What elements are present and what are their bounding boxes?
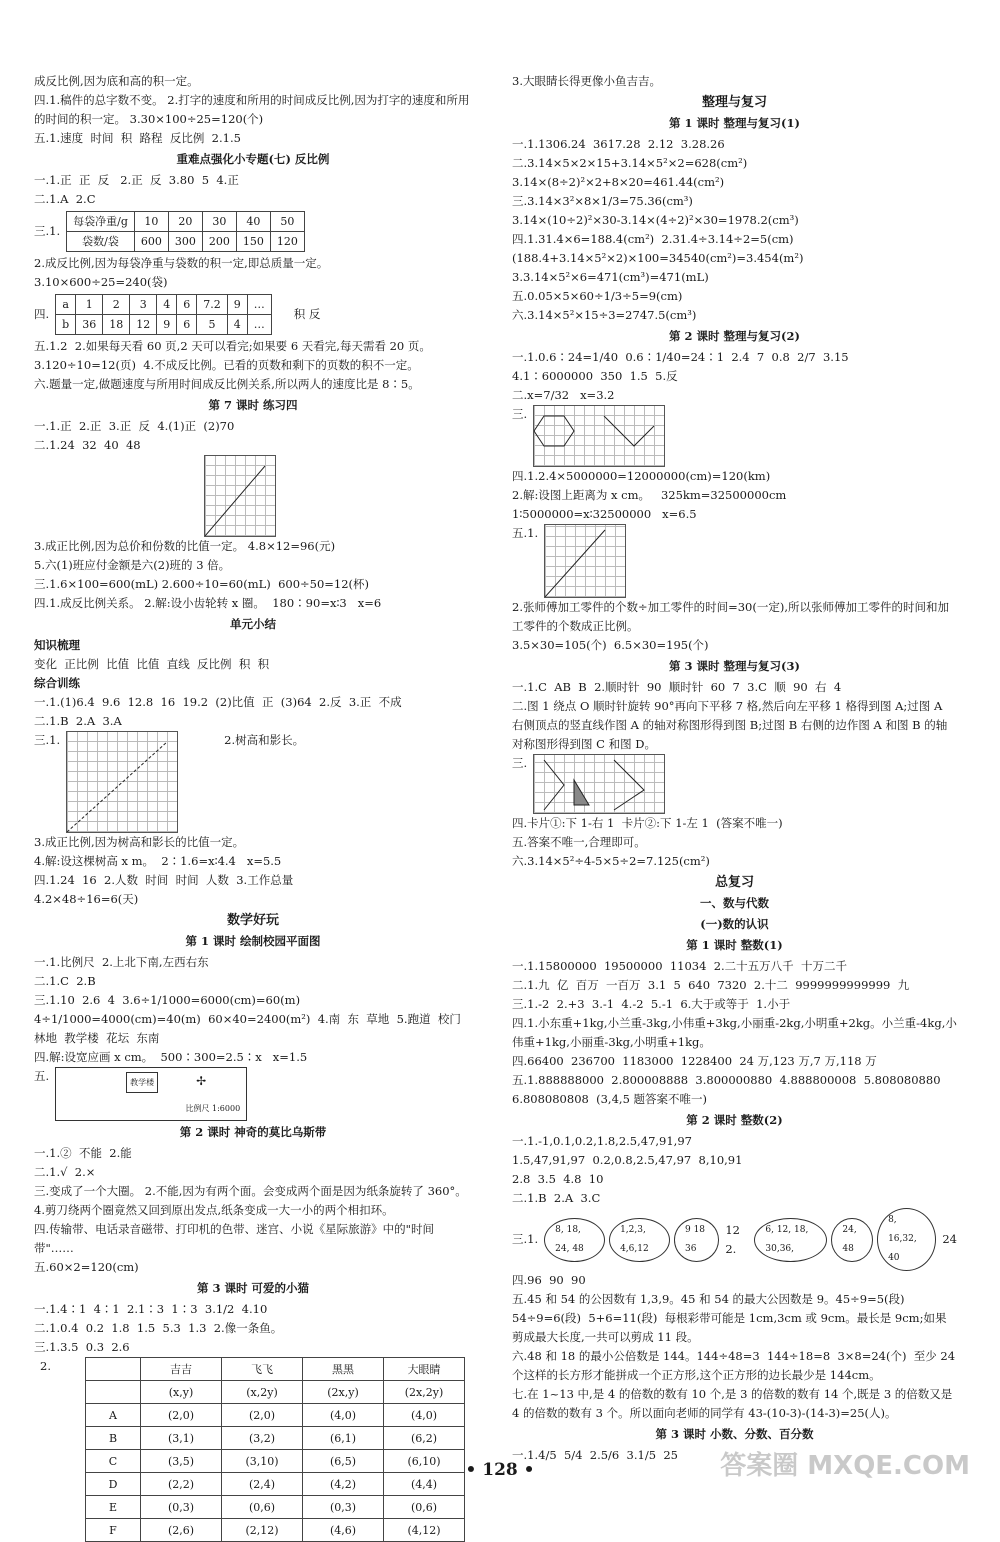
text-line: 四.1.24 16 2.人数 时间 时间 人数 3.工作总量 — [34, 873, 294, 887]
table-cell: 每袋净重/g — [67, 212, 135, 232]
coord-cell: (2x,y) — [302, 1381, 383, 1404]
text-line: 变化 正比例 比值 比值 直线 反比例 积 积 — [34, 657, 270, 671]
table-cell: 7.2 — [197, 295, 228, 315]
text-line: 三.变成了一个大圈。 2.不能,因为有两个面。会变成两个面是因为纸条旋转了 360°。 4.剪刀绕两个圈竟然又回到原出发点,纸条变成一大一小的两个相扣环。 — [34, 1184, 471, 1217]
table-cell: 30 — [202, 212, 236, 232]
left-column — [34, 72, 472, 1542]
table2-row — [34, 292, 472, 337]
coord-cell: (2,0) — [221, 1404, 302, 1427]
table-cell: 50 — [270, 212, 304, 232]
graph-line — [67, 732, 177, 832]
tree-graph-row — [34, 731, 472, 833]
table-cell: 12 — [130, 315, 157, 335]
text-line: 一.1.② 不能 2.能 — [34, 1146, 132, 1160]
coord-cell: (2,6) — [140, 1519, 221, 1542]
table-cell: 袋数/袋 — [67, 232, 135, 252]
text-line: 四.卡片①:下 1-右 1 卡片②:下 1-左 1 (答案不唯一) — [512, 816, 783, 830]
table1-label: 三.1. — [34, 224, 61, 238]
venn-group-2 — [754, 1208, 936, 1271]
text-line: 3.14×(8÷2)²×2+8×20=461.44(cm²) — [512, 175, 725, 189]
chapter-subheading: (一)数的认识 — [700, 917, 769, 931]
text-line: 1.5,47,91,97 0.2,0.8,2.5,47,97 8,10,91 — [512, 1153, 743, 1167]
lesson-heading: 第 2 课时 神奇的莫比乌斯带 — [179, 1125, 327, 1139]
text-line: 二.1.B 2.A 3.A — [34, 714, 122, 728]
text-line: 三.3.14×3²×8×1/3=75.36(cm³) — [512, 194, 693, 208]
coord-cell: (x,y) — [140, 1381, 221, 1404]
text-line: 五.45 和 54 的公因数有 1,3,9。45 和 54 的最大公因数是 9。45÷9=5(段) 54÷9=6(段) 5+6=11(段) 每根彩带可能是 1cm,3cm 或 9cm。最长是 9cm;如果剪成最大长度,一共可以剪成 11 段。 — [512, 1292, 947, 1344]
lesson-heading: 第 1 课时 整理与复习(1) — [669, 116, 800, 130]
parts-graph-row — [512, 524, 957, 598]
text-line: 五.0.05×5×60÷1/3÷5=9(cm) — [512, 289, 683, 303]
text-line: 六.48 和 18 的最小公倍数是 144。144÷48=3 144÷18=8 3×8=24(个) 至少 24 个这样的长方形才能拼成一个正方形,这个正方形的边长最少是 144cm。 — [512, 1349, 959, 1382]
unit-heading: 数学好玩 — [226, 913, 279, 928]
text-line: 四.66400 236700 1183000 1228400 24 万,123 万,7 万,118 万 — [512, 1054, 877, 1068]
coord-cell: (0,3) — [140, 1496, 221, 1519]
table-cell: 36 — [76, 315, 103, 335]
map-row — [34, 1067, 472, 1121]
coord-cell: A — [85, 1404, 140, 1427]
text-line: 四.1.2.4×5000000=12000000(cm)=120(km) — [512, 469, 771, 483]
subsection-label: 知识梳理 — [34, 638, 80, 652]
text-line: 一.1.正 正 反 2.正 反 3.80 5 4.正 — [34, 173, 239, 187]
page-number: • 128 • — [465, 1460, 535, 1480]
text-line: 4.解:设这棵树高 x m。 2∶1.6=x∶4.4 x=5.5 — [34, 854, 282, 868]
compass-icon: ✢ — [196, 1074, 207, 1088]
text-line: 五. — [34, 1069, 50, 1083]
text-line: 五.1.888888000 2.800008888 3.800000880 4.888800008 5.808080880 6.808080808 (3,4,5 题答案不唯一) — [512, 1073, 948, 1106]
coord-cell: (6,5) — [302, 1450, 383, 1473]
text-line: 4.1∶6000000 350 1.5 5.反 — [512, 369, 678, 383]
coord-row — [85, 1496, 464, 1519]
table-cell: 4 — [157, 295, 177, 315]
coord-cell: 吉吉 — [140, 1358, 221, 1381]
coord-cell: (3,1) — [140, 1427, 221, 1450]
text-line: 12 2. — [725, 1222, 740, 1256]
coord-row — [85, 1427, 464, 1450]
text-line: 2.8 3.5 4.8 10 — [512, 1172, 604, 1186]
table1-row — [34, 209, 472, 254]
table-cell: 120 — [270, 232, 304, 252]
coord-cell: (2x,2y) — [383, 1381, 464, 1404]
map-label: 教学楼 — [126, 1072, 158, 1093]
text-line: 3.大眼睛长得更像小鱼吉吉。 — [512, 74, 661, 88]
table-cell: a — [56, 295, 76, 315]
text-line: 六.题量一定,做题速度与所用时间成反比例关系,所以两人的速度比是 8∶5。 — [34, 377, 420, 391]
shape-grid-row — [512, 405, 957, 467]
text-line: 一.1.正 2.正 3.正 反 4.(1)正 (2)70 — [34, 419, 235, 433]
coord-cell: 黑黑 — [302, 1358, 383, 1381]
coord-cell: (6,1) — [302, 1427, 383, 1450]
coord-cell: (3,10) — [221, 1450, 302, 1473]
venn-set: 9 18 36 — [674, 1218, 719, 1262]
lesson-heading: 第 3 课时 整理与复习(3) — [669, 659, 800, 673]
table-cell: 6 — [177, 295, 197, 315]
text-line: 2. — [40, 1359, 51, 1373]
venn-row — [512, 1208, 957, 1271]
right-column — [512, 72, 957, 1465]
text-line: 成反比例,因为底和高的积一定。 — [34, 74, 199, 88]
text-line: 1∶5000000=x∶32500000 x=6.5 — [512, 507, 697, 521]
table-cell: … — [247, 295, 271, 315]
table-cell: 2 — [103, 295, 130, 315]
text-line: 一.1.-1,0.1,0.2,1.8,2.5,47,91,97 — [512, 1134, 692, 1148]
text-line: 三.1.6×100=600(mL) 2.600÷10=60(mL) 600÷50=12(杯) — [34, 577, 370, 591]
text-line: 四.96 90 90 — [512, 1273, 586, 1287]
transform-grid-row — [512, 754, 957, 814]
lesson-heading: 第 3 课时 小数、分数、百分数 — [655, 1427, 814, 1441]
text-line: 4.2×48÷16=6(天) — [34, 892, 139, 906]
text-line: 三.1. — [34, 733, 61, 747]
venn-set: 8, 18, 24, 48 — [544, 1218, 605, 1262]
coord-cell — [85, 1358, 140, 1381]
text-line: 一.1.(1)6.4 9.6 12.8 16 19.2 (2)比值 正 (3)64 2.反 3.正 不成 — [34, 695, 402, 709]
unit-heading: 总复习 — [714, 875, 754, 890]
venn-group-1 — [544, 1218, 719, 1262]
coord-cell: (2,2) — [140, 1473, 221, 1496]
text-line: 一.1.15800000 19500000 11034 2.二十五万八千 十万二千 — [512, 959, 847, 973]
text-line: 二.1.24 32 40 48 — [34, 438, 141, 452]
watermark-logo: 答案圈 MXQE.COM — [720, 1451, 970, 1481]
graph-line — [545, 525, 625, 597]
text-line: 四.1.稿件的总字数不变。 2.打字的速度和所用的时间成反比例,因为打字的速度和所用的时间的积一定。 3.30×100÷25=120(个) — [34, 93, 470, 126]
coord-row — [85, 1519, 464, 1542]
text-line: 2.张师傅加工零件的个数÷加工零件的时间=30(一定),所以张师傅加工零件的时间和加工零件的个数成正比例。 — [512, 600, 950, 633]
table2-label: 四. — [34, 307, 50, 321]
coord-cell: (3,5) — [140, 1450, 221, 1473]
map-scale: 比例尺 1:6000 — [185, 1104, 241, 1113]
text-line: 七.在 1~13 中,是 4 的倍数的数有 10 个,是 3 的倍数的数有 14 个,既是 3 的倍数又是 4 的倍数的数有 3 个。所以面向老师的同学有 43-(10-3)-(14-3)=25(人)。 — [512, 1387, 956, 1420]
table-net-weight — [66, 211, 305, 252]
table-cell: 40 — [236, 212, 270, 232]
text-line: 四.1.成反比例关系。 2.解:设小齿轮转 x 圈。 180∶90=x∶3 x=6 — [34, 596, 382, 610]
coord-cell: D — [85, 1473, 140, 1496]
text-line: 五.1.速度 时间 积 路程 反比例 2.1.5 — [34, 131, 241, 145]
text-line: 一.1.1306.24 3617.28 2.12 3.28.26 — [512, 137, 725, 151]
text-line: 二.x=7/32 x=3.2 — [512, 388, 615, 402]
transform-grid — [533, 754, 665, 814]
text-line: 二.图 1 绕点 O 顺时针旋转 90°再向下平移 7 格,然后向左平移 1 格得到图 A;过图 A 右侧顶点的竖直线作图 A 的轴对称图形得到图 B;过图 B 右侧的边作图 A 和图 B 的轴对称图形得到图 C 和图 D。 — [512, 699, 948, 751]
unit-heading: 单元小结 — [230, 617, 276, 631]
lesson-heading: 第 7 课时 练习四 — [208, 398, 298, 412]
lesson-heading: 第 3 课时 可爱的小猫 — [196, 1281, 309, 1295]
coord-cell: (3,2) — [221, 1427, 302, 1450]
coord-cell: B — [85, 1427, 140, 1450]
graph-grid — [66, 731, 178, 833]
coord-table-row — [34, 1357, 472, 1542]
coord-table — [85, 1357, 465, 1542]
table-ab — [55, 294, 272, 335]
school-map — [55, 1067, 247, 1121]
coord-cell: (6,10) — [383, 1450, 464, 1473]
text-line: 五.1. — [512, 526, 539, 540]
table-cell: … — [247, 315, 271, 335]
text-line: 五.1.2 2.如果每天看 60 页,2 天可以看完;如果要 6 天看完,每天需看 20 页。3.120÷10=12(页) 4.不成反比例。已看的页数和剩下的页数的积不一定。 — [34, 339, 431, 372]
table-cell: 600 — [134, 232, 168, 252]
text-line: 四.1.小东重+1kg,小兰重-3kg,小伟重+3kg,小丽重-2kg,小明重+2kg。小兰重-4kg,小伟重+1kg,小丽重-3kg,小明重+1kg。 — [512, 1016, 957, 1049]
coord-cell: (4,6) — [302, 1519, 383, 1542]
coord-cell: (4,12) — [383, 1519, 464, 1542]
coord-cell: 飞飞 — [221, 1358, 302, 1381]
coord-cell: 大眼睛 — [383, 1358, 464, 1381]
text-line: 五.60×2=120(cm) — [34, 1260, 139, 1274]
text-line: 3.14×(10÷2)²×30-3.14×(4÷2)²×30=1978.2(cm³) — [512, 213, 799, 227]
coord-cell: F — [85, 1519, 140, 1542]
table-cell: 300 — [168, 232, 202, 252]
text-line: 二.1.C 2.B — [34, 974, 96, 988]
coord-cell: (4,2) — [302, 1473, 383, 1496]
text-line: 二.3.14×5×2×15+3.14×5²×2=628(cm²) — [512, 156, 748, 170]
table-cell: 200 — [202, 232, 236, 252]
text-line: 一.1.比例尺 2.上北下南,左西右东 — [34, 955, 209, 969]
coord-row — [85, 1404, 464, 1427]
coord-cell: C — [85, 1450, 140, 1473]
venn-set: 24, 48 — [831, 1218, 873, 1262]
coord-cell: (4,0) — [383, 1404, 464, 1427]
text-line: 2.成反比例,因为每袋净重与袋数的积一定,即总质量一定。 — [34, 256, 329, 270]
table-cell: 6 — [177, 315, 197, 335]
coord-row — [85, 1358, 464, 1381]
table-cell: b — [56, 315, 76, 335]
text-line: 3.成正比例,因为树高和影长的比值一定。 — [34, 835, 245, 849]
coord-cell: (2,12) — [221, 1519, 302, 1542]
text-line: 2.树高和影长。 — [224, 733, 305, 747]
coord-cell — [85, 1381, 140, 1404]
text-line: 三.1.3.5 0.3 2.6 — [34, 1340, 130, 1354]
table-cell: 20 — [168, 212, 202, 232]
table-cell: 4 — [227, 315, 247, 335]
text-line: 二.1.B 2.A 3.C — [512, 1191, 601, 1205]
text-line: 四.解:设宽应画 x cm。 500∶300=2.5∶x x=1.5 — [34, 1050, 308, 1064]
text-line: 三.1.-2 2.+3 3.-1 4.-2 5.-1 6.大于或等于 1.小于 — [512, 997, 791, 1011]
lesson-heading: 第 1 课时 绘制校园平面图 — [185, 934, 321, 948]
text-line: 四.1.31.4×6=188.4(cm²) 2.31.4÷3.14÷2=5(cm) (188.4+3.14×5²×2)×100=34540(cm²)=3.454(m²) 3.3.14×5²×6=471(cm³)=471(mL) — [512, 232, 811, 284]
section-heading: 重难点强化小专题(七) 反比例 — [176, 152, 330, 166]
lesson-heading: 第 2 课时 整数(2) — [686, 1113, 783, 1127]
chapter-heading: 一、数与代数 — [700, 896, 769, 910]
venn-set: 6, 12, 18, 30,36, — [754, 1218, 827, 1262]
table-cell: 3 — [130, 295, 157, 315]
text-line: 2.解:设图上距离为 x cm。 325km=32500000cm — [512, 488, 787, 502]
lesson-heading: 第 2 课时 整理与复习(2) — [669, 329, 800, 343]
graph-grid — [204, 455, 276, 537]
coord-cell: (6,2) — [383, 1427, 464, 1450]
text-line: 3.5×30=105(个) 6.5×30=195(个) — [512, 638, 709, 652]
table-cell: 9 — [227, 295, 247, 315]
text-line: 二.1.A 2.C — [34, 192, 96, 206]
table-cell: 18 — [103, 315, 130, 335]
text-line: 24 — [942, 1232, 957, 1246]
venn-set: 8, 16,32, 40 — [877, 1208, 936, 1271]
table-cell: 9 — [157, 315, 177, 335]
table-cell: 10 — [134, 212, 168, 232]
table-cell: 150 — [236, 232, 270, 252]
text-line: 四.传输带、电话录音磁带、打印机的色带、迷宫、小说《星际旅游》中的"时间带"…… — [34, 1222, 434, 1255]
text-line: 二.1.√ 2.× — [34, 1165, 96, 1179]
text-line: 二.1.0.4 0.2 1.8 1.5 5.3 1.3 2.像一条鱼。 — [34, 1321, 283, 1335]
coord-cell: (2,4) — [221, 1473, 302, 1496]
graph-line — [205, 456, 275, 536]
coord-cell: (0,6) — [383, 1496, 464, 1519]
table-cell: 1 — [76, 295, 103, 315]
coord-row — [85, 1381, 464, 1404]
coord-cell: (x,2y) — [221, 1381, 302, 1404]
subsection-label: 综合训练 — [34, 676, 80, 690]
text-line: 三. — [512, 756, 528, 770]
text-line: 一.1.4∶1 4∶1 2.1∶3 1∶3 3.1/2 4.10 — [34, 1302, 268, 1316]
coord-cell: (0,3) — [302, 1496, 383, 1519]
table2-note: 积 反 — [293, 307, 321, 321]
coord-cell: (4,4) — [383, 1473, 464, 1496]
table-cell: 5 — [197, 315, 228, 335]
coord-cell: (2,0) — [140, 1404, 221, 1427]
coord-cell: (4,0) — [302, 1404, 383, 1427]
graph-grid — [544, 524, 626, 598]
text-line: 二.1.九 亿 百万 一百万 3.1 5 640 7320 2.十二 9999999999999 九 — [512, 978, 910, 992]
coord-cell: E — [85, 1496, 140, 1519]
coord-cell: (0,6) — [221, 1496, 302, 1519]
shape-drawing — [534, 406, 664, 466]
text-line: 五.答案不唯一,合理即可。 — [512, 835, 646, 849]
text-line: 三. — [512, 407, 528, 421]
text-line: 一.1.C AB B 2.顺时针 90 顺时针 60 7 3.C 顺 90 右 4 — [512, 680, 842, 694]
text-line: 一.1.0.6∶24=1/40 0.6∶1/40=24∶1 2.4 7 0.8 2/7 3.15 — [512, 350, 849, 364]
text-line: 3.10×600÷25=240(袋) — [34, 275, 168, 289]
text-line: 3.成正比例,因为总价和份数的比值一定。 4.8×12=96(元) — [34, 539, 336, 553]
text-line: 三.1.10 2.6 4 3.6÷1/1000=6000(cm)=60(m) 4÷1/1000=4000(cm)=40(m) 60×40=2400(m²) 4.南 东 草地 5.跑道 校门 林地 教学楼 花坛 东南 — [34, 993, 469, 1045]
text-line: 三.1. — [512, 1232, 539, 1246]
venn-set: 1,2,3, 4,6,12 — [609, 1218, 670, 1262]
lesson-heading: 第 1 课时 整数(1) — [686, 938, 783, 952]
transform-drawing — [534, 755, 664, 813]
shape-grid — [533, 405, 665, 467]
text-line: 一.1.4/5 5/4 2.5/6 3.1/5 25 — [512, 1448, 678, 1462]
text-line: 六.3.14×5²×15÷3=2747.5(cm³) — [512, 308, 697, 322]
unit-heading: 整理与复习 — [701, 95, 767, 110]
text-line: 六.3.14×5²÷4-5×5÷2=7.125(cm²) — [512, 854, 710, 868]
text-line: 5.六(1)班应付金额是六(2)班的 3 倍。 — [34, 558, 231, 572]
